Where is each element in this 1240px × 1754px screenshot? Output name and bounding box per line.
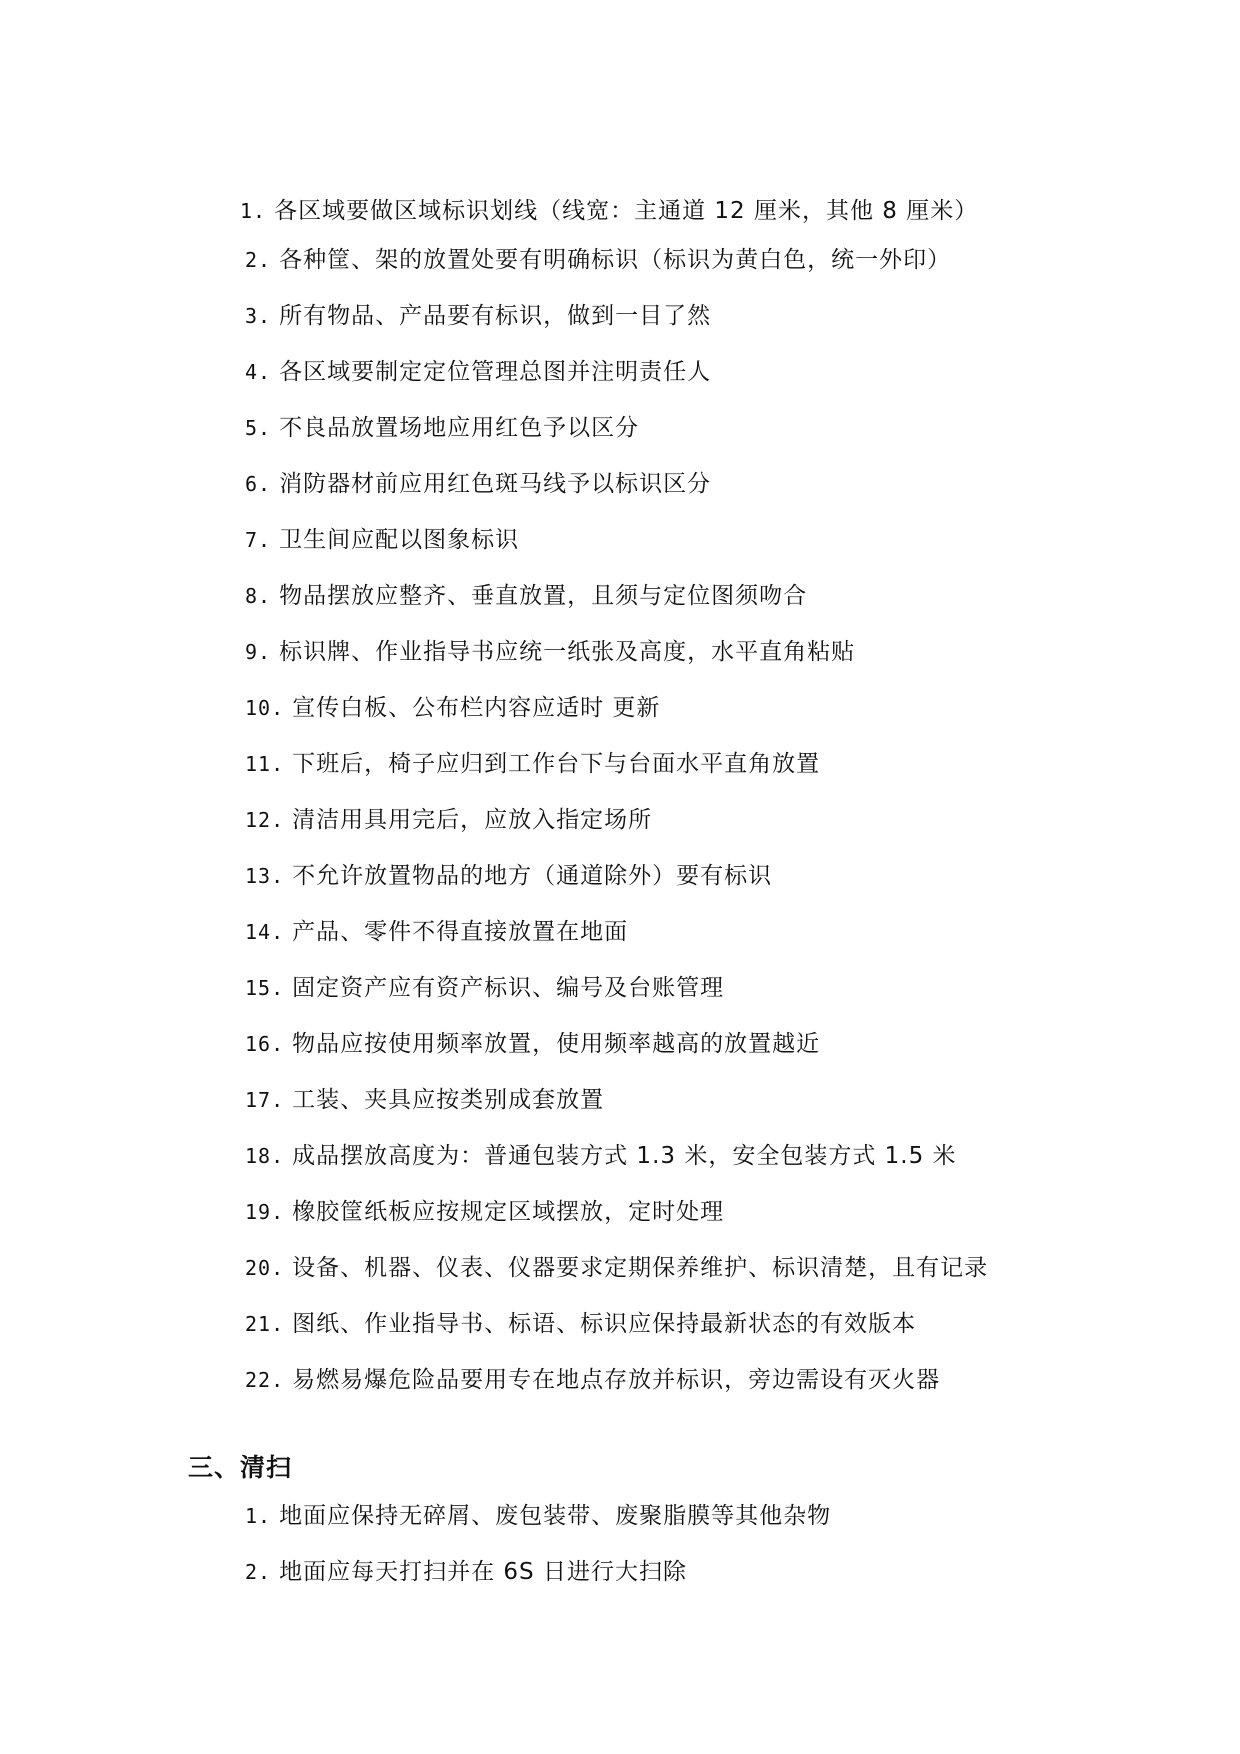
item-text: 工装、夹具应按类别成套放置 [292,1087,605,1113]
list-item [245,805,652,835]
item-number: 20. [245,1256,285,1280]
item-number: 12. [245,808,285,832]
item-number: 19. [245,1200,285,1224]
section-heading: 三、清扫 [188,1453,293,1482]
item-text: 地面应每天打扫并在 6S 日进行大扫除 [279,1559,687,1585]
item-text: 固定资产应有资产标识、编号及台账管理 [292,975,725,1001]
list-item [245,1197,724,1227]
item-text: 卫生间应配以图象标识 [279,527,520,553]
item-number: 9. [245,640,272,664]
list-item [245,973,724,1003]
item-number: 2. [245,1560,272,1584]
item-text: 各区域要制定定位管理总图并注明责任人 [279,359,712,385]
item-number: 22. [245,1368,285,1392]
list-item [245,1557,687,1587]
item-number: 6. [245,472,272,496]
item-number: 5. [245,416,272,440]
item-text: 橡胶筐纸板应按规定区域摆放，定时处理 [292,1199,725,1225]
list-item [245,1253,988,1283]
item-text: 宣传白板、公布栏内容应适时 更新 [292,695,661,721]
list-item [245,637,855,667]
item-number: 4. [245,360,272,384]
item-number: 13. [245,864,285,888]
item-number: 1. [240,199,267,223]
list-item [245,581,807,611]
list-item [245,245,951,275]
list-item [245,1309,916,1339]
item-text: 所有物品、产品要有标识，做到一目了然 [279,303,712,329]
item-number: 18. [245,1144,285,1168]
item-text: 清洁用具用完后，应放入指定场所 [292,807,653,833]
item-text: 各区域要做区域标识划线（线宽：主通道 12 厘米，其他 8 厘米） [274,198,979,224]
item-text: 标识牌、作业指导书应统一纸张及高度，水平直角粘贴 [279,639,856,665]
list-item [240,196,978,226]
list-item [245,693,660,723]
item-number: 14. [245,920,285,944]
list-item [245,1029,820,1059]
item-text: 设备、机器、仪表、仪器要求定期保养维护、标识清楚，且有记录 [292,1255,989,1281]
list-item [245,413,639,443]
item-text: 产品、零件不得直接放置在地面 [292,919,629,945]
list-item [245,917,628,947]
item-text: 成品摆放高度为：普通包装方式 1.3 米，安全包装方式 1.5 米 [292,1143,957,1169]
list-item [245,1365,940,1395]
item-text: 图纸、作业指导书、标语、标识应保持最新状态的有效版本 [292,1311,917,1337]
list-item [245,301,711,331]
item-number: 8. [245,584,272,608]
list-item [245,861,772,891]
list-item [245,1141,957,1171]
item-number: 2. [245,248,272,272]
item-text: 地面应保持无碎屑、废包装带、废聚脂膜等其他杂物 [279,1503,832,1529]
item-number: 3. [245,304,272,328]
item-text: 物品应按使用频率放置，使用频率越高的放置越近 [292,1031,821,1057]
item-number: 7. [245,528,272,552]
list-item [245,1085,604,1115]
list-item [245,525,519,555]
item-text: 各种筐、架的放置处要有明确标识（标识为黄白色，统一外印） [279,247,952,273]
list-item [245,749,820,779]
list-item [245,1501,831,1531]
item-text: 易燃易爆危险品要用专在地点存放并标识，旁边需设有灭火器 [292,1367,941,1393]
list-item [245,469,711,499]
item-text: 物品摆放应整齐、垂直放置，且须与定位图须吻合 [279,583,808,609]
item-number: 15. [245,976,285,1000]
item-number: 10. [245,696,285,720]
item-number: 11. [245,752,285,776]
item-number: 17. [245,1088,285,1112]
item-number: 21. [245,1312,285,1336]
item-number: 16. [245,1032,285,1056]
item-text: 下班后，椅子应归到工作台下与台面水平直角放置 [292,751,821,777]
list-item [245,357,711,387]
item-text: 消防器材前应用红色斑马线予以标识区分 [279,471,712,497]
item-text: 不允许放置物品的地方（通道除外）要有标识 [292,863,773,889]
item-number: 1. [245,1504,272,1528]
item-text: 不良品放置场地应用红色予以区分 [279,415,640,441]
